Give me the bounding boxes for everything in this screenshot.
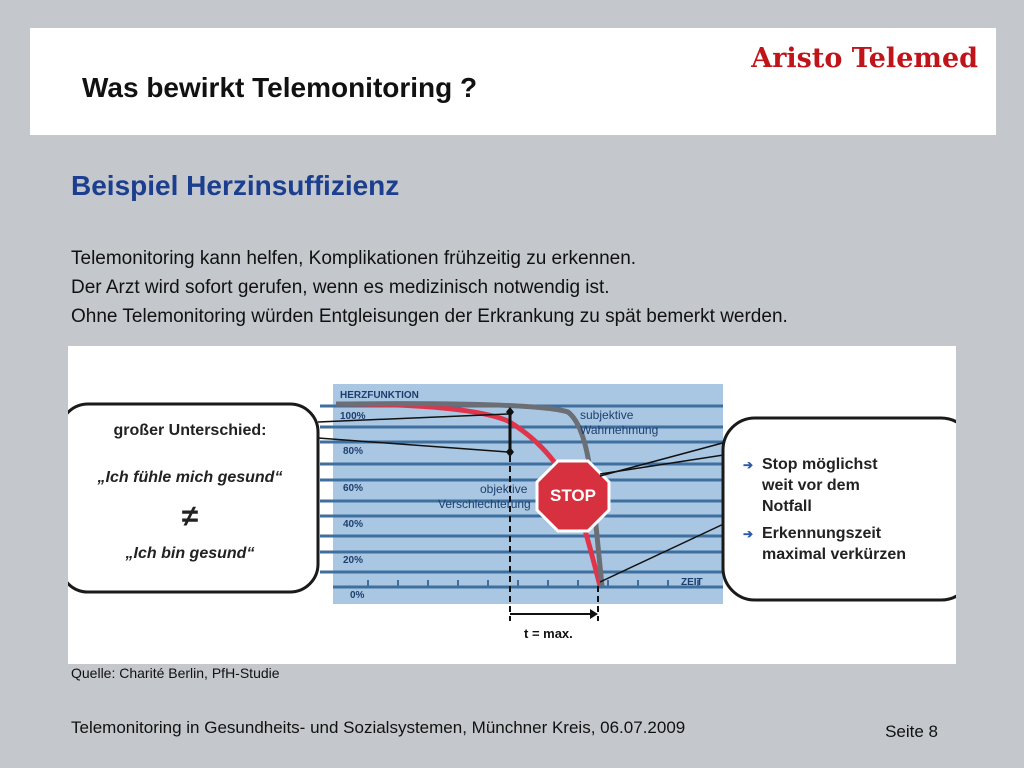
x-axis-label: ZEIT	[681, 577, 703, 588]
y-tick-20: 20%	[343, 555, 364, 566]
footer-text: Telemonitoring in Gesundheits- und Sozialsystemen, Münchner Kreis, 06.07.2009	[71, 718, 686, 737]
arrow-right-icon: ➔	[743, 527, 754, 541]
right-callout-box	[723, 418, 956, 600]
right-item-1-line-3: Notfall	[762, 498, 812, 515]
body-line-1: Telemonitoring kann helfen, Komplikationen frühzeitig zu erkennen.	[71, 248, 637, 269]
chart-title: HERZFUNKTION	[340, 390, 419, 401]
section-title: Beispiel Herzinsuffizienz	[71, 170, 400, 201]
y-tick-80: 80%	[343, 446, 364, 457]
time-max-label: t = max.	[524, 626, 573, 641]
subjective-label-line-2: Wahrnehmung	[580, 423, 659, 437]
aristo-telemed-logo: Aristo Telemed	[751, 43, 978, 74]
body-text	[71, 244, 971, 331]
source-caption: Quelle: Charité Berlin, PfH-Studie	[71, 665, 280, 681]
left-box-heading: großer Unterschied:	[113, 422, 267, 439]
page-title: Was bewirkt Telemonitoring ?	[82, 72, 478, 103]
y-tick-40: 40%	[343, 519, 364, 530]
y-tick-100: 100%	[340, 411, 366, 422]
objective-label-line-2: Verschlechterung	[438, 497, 531, 511]
body-line-3: Ohne Telemonitoring würden Entgleisungen der Erkrankung zu spät bemerkt werden.	[71, 306, 788, 327]
y-tick-60: 60%	[343, 483, 364, 494]
right-item-1-line-1: Stop möglichst	[762, 456, 878, 473]
subjective-label-line-1: subjektive	[580, 408, 634, 422]
y-tick-0: 0%	[350, 590, 365, 601]
stop-sign	[537, 461, 609, 531]
heart-function-diagram	[68, 346, 956, 664]
left-box-quote-1: „Ich fühle mich gesund“	[97, 469, 283, 486]
right-item-2-line-2: maximal verkürzen	[762, 546, 907, 563]
objective-label-line-1: objektive	[480, 482, 528, 496]
right-item-2-line-1: Erkennungszeit	[762, 525, 882, 542]
heart-function-figure	[68, 346, 956, 664]
right-item-1-line-2: weit vor dem	[762, 477, 860, 494]
body-line-2: Der Arzt wird sofort gerufen, wenn es medizinisch notwendig ist.	[71, 277, 610, 298]
arrow-right-icon: ➔	[743, 458, 754, 472]
page-number: Seite 8	[885, 722, 938, 741]
not-equal-symbol: ≠	[181, 500, 199, 533]
stop-sign-label: STOP	[550, 486, 596, 505]
left-box-quote-2: „Ich bin gesund“	[125, 545, 255, 562]
